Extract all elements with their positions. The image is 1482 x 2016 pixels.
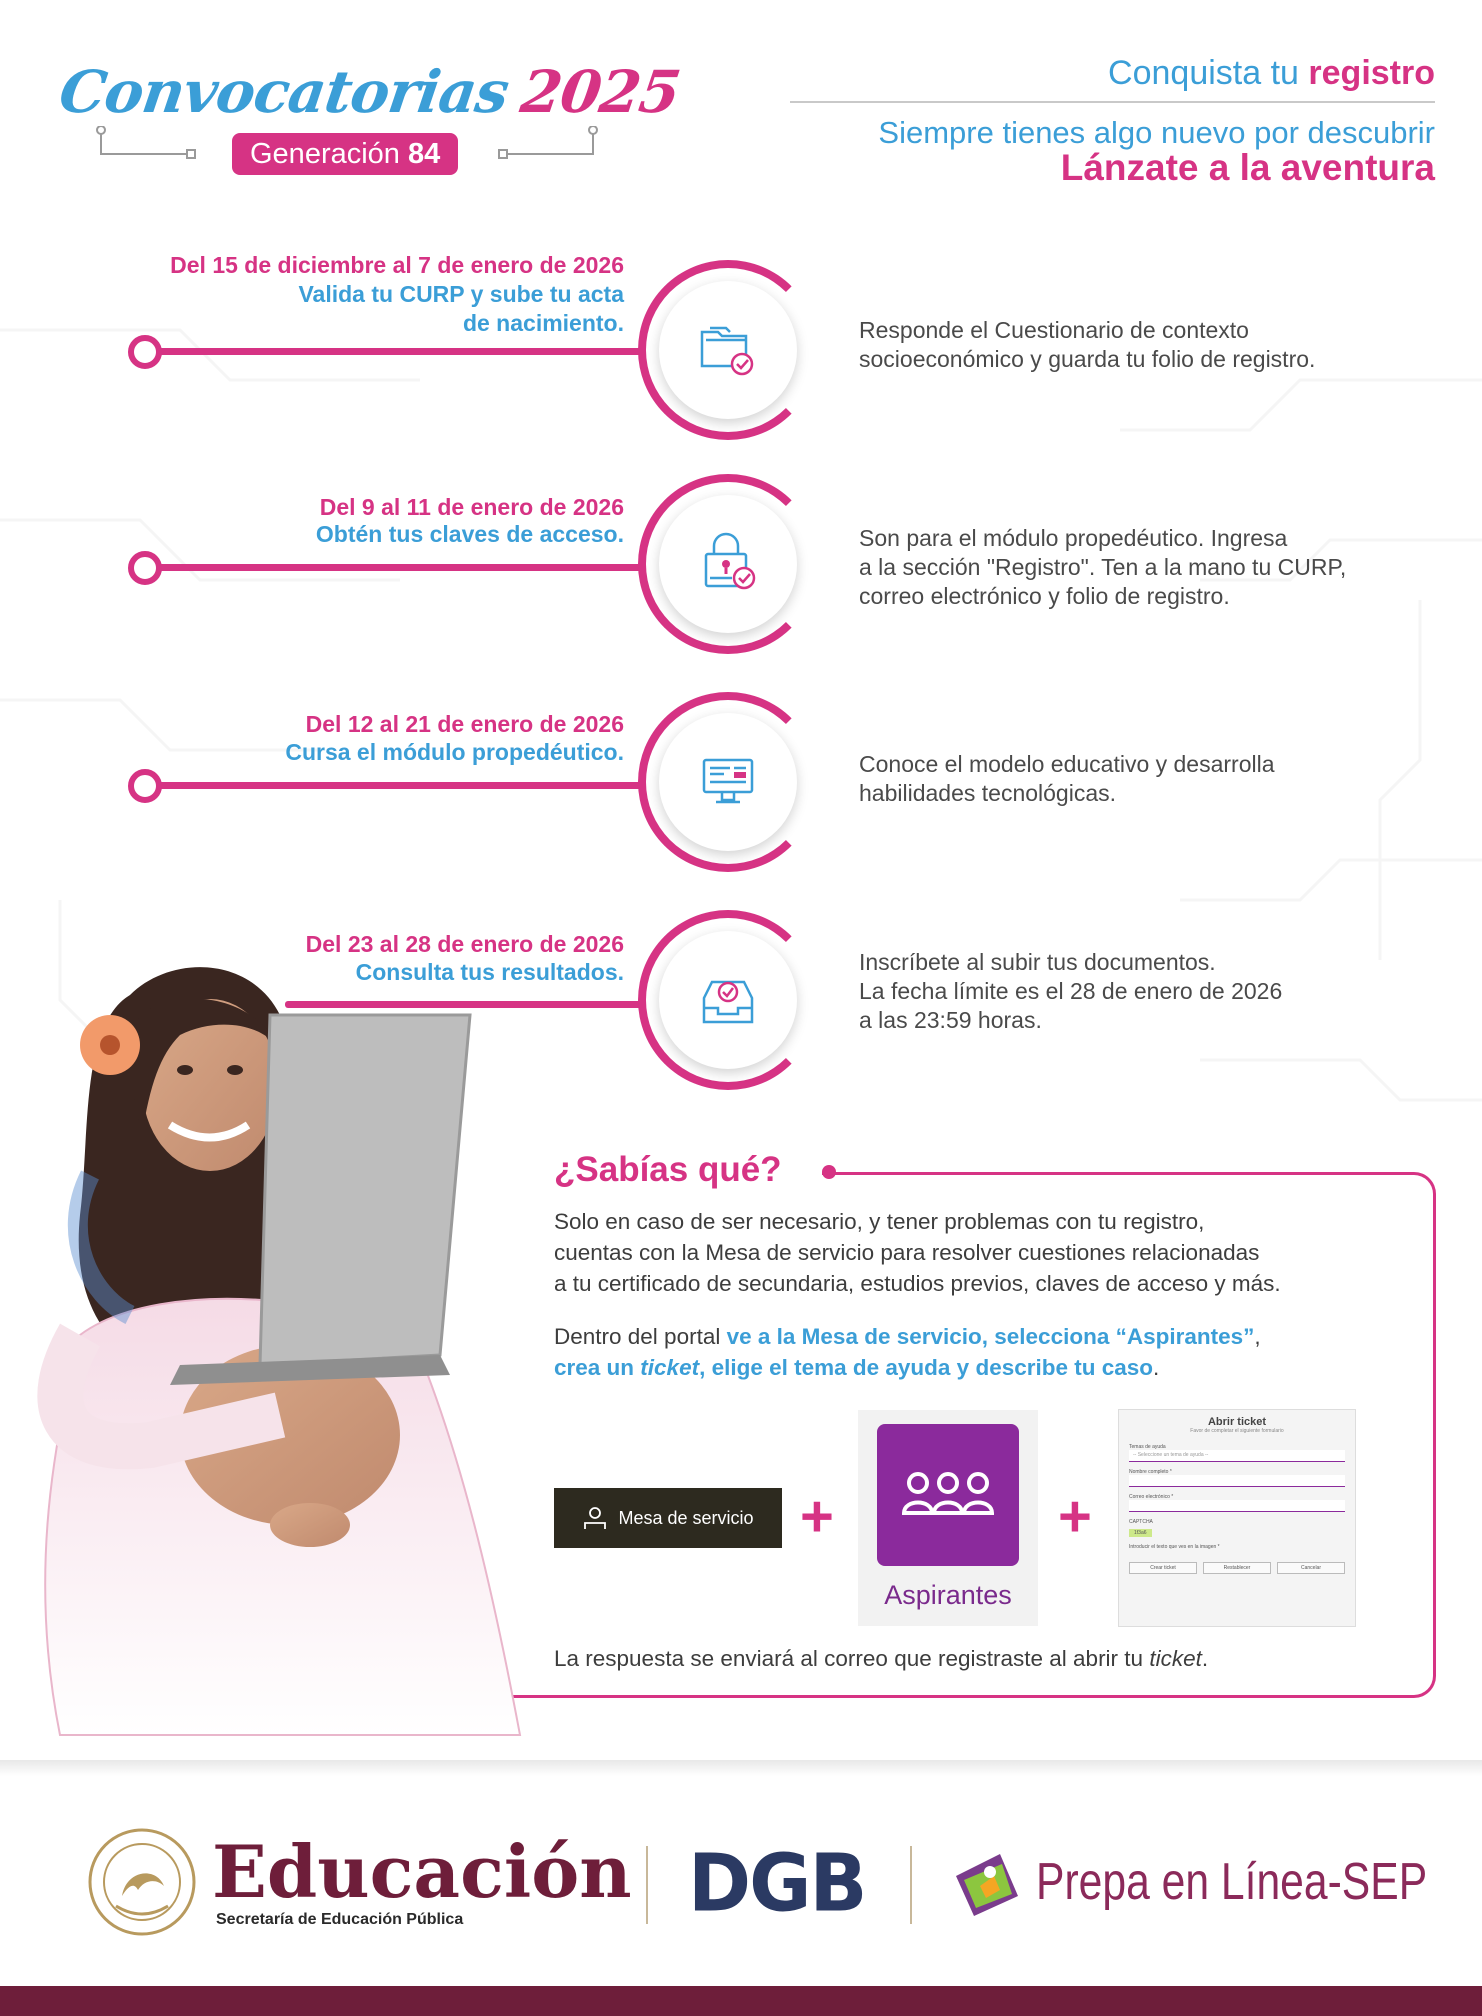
dgb-logo: DGB	[688, 1835, 866, 1930]
sabias-p2-prefix: Dentro del portal	[554, 1324, 727, 1349]
step-2-endpoint	[128, 551, 162, 585]
sabias-p2-end: .	[1153, 1355, 1160, 1380]
prepa-en-linea-logo	[950, 1846, 1024, 1920]
brand-word: Convocatorias	[55, 58, 513, 126]
inbox-check-icon	[696, 968, 760, 1032]
user-desk-icon	[582, 1505, 608, 1531]
step-1-action	[298, 280, 624, 338]
step-1-icon-ring	[638, 260, 818, 440]
ticket-cancel-button: Cancelar	[1277, 1562, 1345, 1574]
mexico-seal-logo	[86, 1826, 198, 1938]
generation-number: 84	[408, 138, 441, 170]
step-4-action: Consulta tus resultados.	[355, 959, 624, 985]
group-users-icon	[898, 1465, 998, 1525]
response-note: La respuesta se enviará al correo que registraste al abrir tu ticket.	[554, 1646, 1209, 1671]
ticket-name-input	[1129, 1475, 1345, 1487]
step-4-desc-line-2: La fecha límite es el 28 de enero de 2026	[859, 978, 1283, 1004]
step-1-desc-line-1: Responde el Cuestionario de contexto	[859, 317, 1249, 343]
step-4-desc-line-1: Inscríbete al subir tus documentos.	[859, 949, 1216, 975]
aspirantes-tile	[877, 1424, 1019, 1566]
padlock-check-icon	[696, 532, 760, 596]
step-3-action: Cursa el módulo propedéutico.	[285, 739, 624, 765]
folder-check-icon	[696, 318, 760, 382]
ticket-topic-select: -- Seleccione un tema de ayuda --	[1129, 1450, 1345, 1462]
step-2-desc-line-2: a la sección "Registro". Ten a la mano tu CURP,	[859, 554, 1347, 580]
sabias-title: ¿Sabías qué?	[554, 1150, 782, 1189]
step-1-action-line-1: Valida tu CURP y sube tu acta	[298, 281, 624, 307]
step-2-action: Obtén tus claves de acceso.	[315, 521, 624, 547]
step-1-description	[859, 316, 1315, 374]
step-3-desc-line-1: Conoce el modelo educativo y desarrolla	[859, 751, 1275, 777]
mesa-button-label: Mesa de servicio	[618, 1507, 754, 1528]
mesa-de-servicio-button[interactable]	[554, 1488, 782, 1548]
step-2-date: Del 9 al 11 de enero de 2026	[319, 494, 624, 520]
step-2-line	[146, 564, 646, 571]
tagline-1-prefix: Conquista tu	[1108, 54, 1299, 92]
footer-bar	[0, 1986, 1482, 2016]
step-3-date: Del 12 al 21 de enero de 2026	[305, 711, 624, 737]
ticket-captcha-hint: Introducir el texto que ves en la imagen *	[1129, 1544, 1220, 1550]
aspirantes-label: Aspirantes	[884, 1580, 1012, 1610]
woman-with-laptop-image	[20, 935, 540, 1755]
sabias-p2-comma: ,	[1254, 1324, 1261, 1349]
ticket-email-label: Correo electrónico *	[1129, 1494, 1174, 1500]
step-4-desc-line-3: a las 23:59 horas.	[859, 1007, 1042, 1033]
ticket-create-button: Crear ticket	[1129, 1562, 1197, 1574]
ticket-reset-button: Restablecer	[1203, 1562, 1271, 1574]
generation-badge	[232, 133, 458, 175]
step-3-endpoint	[128, 769, 162, 803]
ticket-topic-label: Temas de ayuda	[1129, 1444, 1166, 1450]
sabias-p1-line-3: a tu certificado de secundaria, estudios previos, claves de acceso y más.	[554, 1271, 1281, 1296]
sabias-p2-highlight-2: crea un ticket, elige el tema de ayuda y describe tu caso	[554, 1355, 1154, 1380]
prepa-en-linea-text: Prepa en Línea-SEP	[1036, 1853, 1428, 1911]
sep-subtitle: Secretaría de Educación Pública	[216, 1911, 464, 1928]
step-1-action-line-2: de nacimiento.	[462, 310, 624, 336]
aspirantes-card[interactable]	[858, 1410, 1038, 1626]
brand-title	[55, 58, 684, 126]
abrir-ticket-screenshot	[1118, 1409, 1356, 1627]
footer-separator-1	[646, 1846, 648, 1924]
step-2-desc-line-1: Son para el módulo propedéutico. Ingresa	[859, 525, 1288, 551]
step-3-line	[146, 782, 646, 789]
sabias-p2-highlight-1: ve a la Mesa de servicio, selecciona “Aspirantes”	[726, 1324, 1255, 1349]
brand-year: 2025	[516, 58, 684, 126]
footer-separator-2	[910, 1846, 912, 1924]
plus-sign-2: +	[1058, 1484, 1092, 1549]
ticket-buttons	[1129, 1562, 1345, 1574]
step-1-date: Del 15 de diciembre al 7 de enero de 2026	[170, 252, 624, 278]
step-3-description	[859, 750, 1275, 808]
step-2-desc-line-3: correo electrónico y folio de registro.	[859, 583, 1230, 609]
step-2-icon-ring	[638, 474, 818, 654]
monitor-icon	[696, 750, 760, 814]
sabias-paragraph-1	[554, 1206, 1374, 1299]
ticket-subtitle: Favor de completar el siguiente formulario	[1190, 1428, 1284, 1434]
step-4-description	[859, 948, 1282, 1035]
tagline-descubrir: Siempre tienes algo nuevo por descubrir	[878, 115, 1435, 150]
tagline-aventura: Lánzate a la aventura	[1060, 147, 1435, 188]
header-divider	[790, 101, 1435, 103]
footer-divider	[0, 1760, 1482, 1776]
ticket-captcha-image: 1f3a6	[1129, 1529, 1152, 1537]
generation-label: Generación	[250, 138, 400, 170]
ticket-email-input	[1129, 1500, 1345, 1512]
tagline-conquista	[1108, 54, 1435, 93]
sabias-p1-line-2: cuentas con la Mesa de servicio para resolver cuestiones relacionadas	[554, 1240, 1260, 1265]
ticket-captcha-label: CAPTCHA	[1129, 1519, 1153, 1525]
plus-sign-1: +	[800, 1484, 834, 1549]
step-1-line	[146, 348, 646, 355]
sabias-p1-line-1: Solo en caso de ser necesario, y tener problemas con tu registro,	[554, 1209, 1205, 1234]
step-4-icon-ring	[638, 910, 818, 1090]
sabias-paragraph-2	[554, 1321, 1374, 1383]
step-4-date: Del 23 al 28 de enero de 2026	[305, 931, 624, 957]
step-3-icon-ring	[638, 692, 818, 872]
ticket-name-label: Nombre completo *	[1129, 1469, 1172, 1475]
step-1-desc-line-2: socioeconómico y guarda tu folio de registro.	[859, 346, 1316, 372]
ticket-title: Abrir ticket	[1207, 1416, 1267, 1428]
educacion-title: Educación	[212, 1829, 632, 1914]
tagline-1-emphasis: registro	[1308, 54, 1435, 92]
step-1-endpoint	[128, 335, 162, 369]
step-2-description	[859, 524, 1346, 611]
step-3-desc-line-2: habilidades tecnológicas.	[859, 780, 1117, 806]
